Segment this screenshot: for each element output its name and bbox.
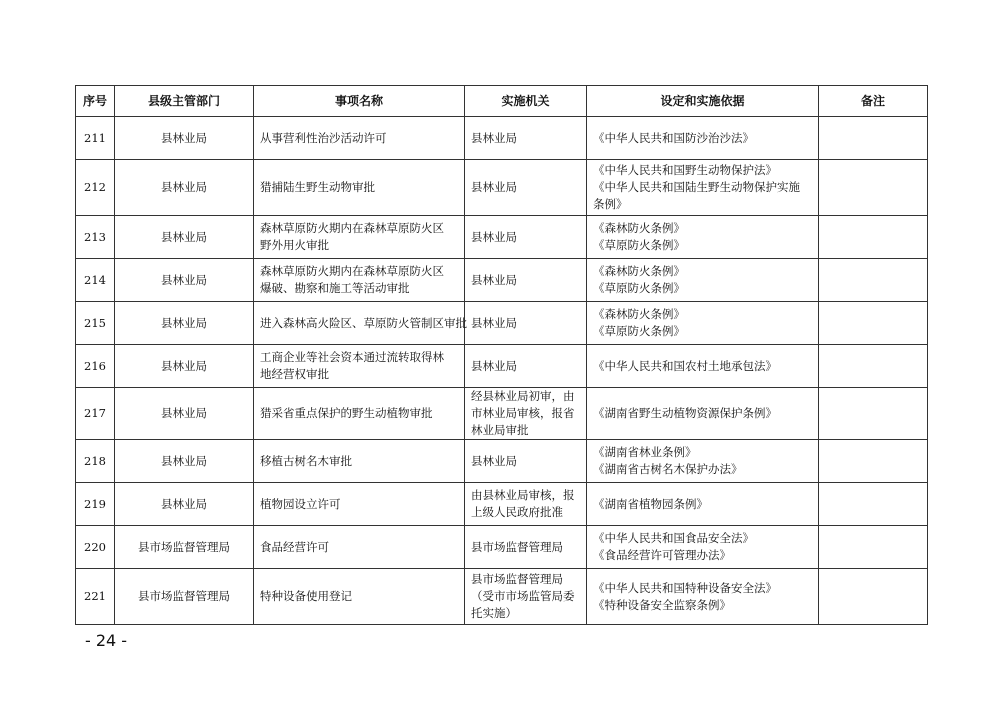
- row-no: 214: [76, 259, 115, 302]
- header-agency: 实施机关: [465, 86, 587, 117]
- row-item-line: 从事营利性治沙活动许可: [260, 130, 387, 145]
- row-item-line: 猎捕陆生野生动物审批: [260, 180, 375, 194]
- row-item: [254, 160, 465, 216]
- row-agency: [465, 117, 587, 160]
- row-item: [254, 569, 465, 625]
- row-note: [819, 526, 928, 569]
- row-basis: [587, 526, 819, 569]
- table-row: [76, 440, 928, 483]
- row-agency: [465, 440, 587, 483]
- row-item-line: 森林草原防火期内在森林草原防火区: [260, 264, 444, 278]
- row-no: 220: [76, 526, 115, 569]
- row-basis-line: 《森林防火条例》: [593, 264, 685, 278]
- row-agency-line: 县林业局: [471, 272, 517, 287]
- row-agency: [465, 216, 587, 259]
- row-item-line: 食品经营许可: [260, 539, 329, 554]
- table-header-row: [76, 86, 928, 117]
- row-item: [254, 483, 465, 526]
- row-dept: 县林业局: [115, 117, 254, 160]
- row-no: 211: [76, 117, 115, 160]
- row-basis: [587, 117, 819, 160]
- row-agency-line: 县林业局: [471, 130, 517, 145]
- row-agency-line: 县市场监督管理局: [471, 572, 563, 586]
- row-basis-line: 《森林防火条例》: [593, 307, 685, 321]
- page-number: - 24 -: [85, 631, 128, 650]
- row-dept: 县林业局: [115, 160, 254, 216]
- row-no: 219: [76, 483, 115, 526]
- table-row: [76, 526, 928, 569]
- row-item: [254, 216, 465, 259]
- row-basis: [587, 160, 819, 216]
- row-note: [819, 216, 928, 259]
- row-dept: 县林业局: [115, 440, 254, 483]
- row-item-line: 进入森林高火险区、草原防火管制区审批: [260, 315, 467, 330]
- row-agency-line: 托实施）: [471, 606, 517, 620]
- row-no: 215: [76, 302, 115, 345]
- row-no: 213: [76, 216, 115, 259]
- row-agency: [465, 483, 587, 526]
- row-agency-line: （受市市场监管局委: [471, 589, 575, 603]
- approval-items-table: [75, 85, 928, 625]
- row-basis: [587, 483, 819, 526]
- table-row: [76, 569, 928, 625]
- header-basis: 设定和实施依据: [587, 86, 819, 117]
- row-item-line: 森林草原防火期内在森林草原防火区: [260, 221, 444, 235]
- row-note: [819, 440, 928, 483]
- row-basis-line: 《湖南省林业条例》: [593, 445, 697, 459]
- row-note: [819, 388, 928, 440]
- row-no: 218: [76, 440, 115, 483]
- row-agency: [465, 259, 587, 302]
- row-item: [254, 302, 465, 345]
- row-agency: [465, 569, 587, 625]
- row-no: 221: [76, 569, 115, 625]
- row-no: 216: [76, 345, 115, 388]
- row-basis-line: 《草原防火条例》: [593, 238, 685, 252]
- row-basis-line: 《湖南省植物园条例》: [593, 496, 708, 511]
- row-item: [254, 345, 465, 388]
- row-agency: [465, 345, 587, 388]
- row-basis-line: 《草原防火条例》: [593, 324, 685, 338]
- table-row: [76, 117, 928, 160]
- row-note: [819, 117, 928, 160]
- row-basis-line: 《湖南省野生动植物资源保护条例》: [593, 406, 777, 420]
- row-item-line: 猎采省重点保护的野生动植物审批: [260, 406, 433, 420]
- row-agency-line: 县林业局: [471, 229, 517, 244]
- row-item: [254, 388, 465, 440]
- row-basis-line: 条例》: [593, 197, 628, 211]
- row-item: [254, 259, 465, 302]
- row-item-line: 地经营权审批: [260, 367, 329, 381]
- row-basis-line: 《食品经营许可管理办法》: [593, 548, 731, 562]
- table-row: [76, 483, 928, 526]
- row-note: [819, 160, 928, 216]
- header-dept: 县级主管部门: [115, 86, 254, 117]
- row-agency-line: 经县林业局初审，由: [471, 389, 575, 403]
- row-dept: 县林业局: [115, 259, 254, 302]
- row-note: [819, 302, 928, 345]
- row-dept: 县市场监督管理局: [115, 569, 254, 625]
- row-item-line: 特种设备使用登记: [260, 589, 352, 603]
- row-basis-line: 《森林防火条例》: [593, 221, 685, 235]
- table-row: [76, 160, 928, 216]
- row-agency-line: 林业局审批: [471, 423, 529, 437]
- row-basis-line: 《中华人民共和国防沙治沙法》: [593, 130, 754, 145]
- row-agency-line: 由县林业局审核，报: [471, 488, 575, 502]
- row-agency-line: 县林业局: [471, 315, 517, 330]
- table-row: [76, 345, 928, 388]
- row-dept: 县林业局: [115, 483, 254, 526]
- table-row: [76, 302, 928, 345]
- row-agency-line: 市林业局审核，报省: [471, 406, 575, 420]
- row-item: [254, 526, 465, 569]
- row-agency-line: 县林业局: [471, 358, 517, 373]
- row-item-line: 移植古树名木审批: [260, 453, 352, 468]
- row-basis: [587, 388, 819, 440]
- row-agency-line: 上级人民政府批准: [471, 505, 563, 519]
- row-item-line: 爆破、勘察和施工等活动审批: [260, 281, 410, 295]
- row-dept: 县林业局: [115, 345, 254, 388]
- row-agency: [465, 160, 587, 216]
- row-basis-line: 《特种设备安全监察条例》: [593, 597, 731, 612]
- table-row: [76, 388, 928, 440]
- row-basis-line: 《中华人民共和国特种设备安全法》: [593, 580, 777, 595]
- row-dept: 县林业局: [115, 302, 254, 345]
- header-item: 事项名称: [254, 86, 465, 117]
- row-agency-line: 县林业局: [471, 180, 517, 194]
- row-item-line: 植物园设立许可: [260, 496, 341, 511]
- row-note: [819, 483, 928, 526]
- row-basis: [587, 259, 819, 302]
- row-basis-line: 《中华人民共和国陆生野生动物保护实施: [593, 180, 800, 194]
- row-note: [819, 569, 928, 625]
- row-basis: [587, 345, 819, 388]
- table-row: [76, 216, 928, 259]
- row-basis: [587, 440, 819, 483]
- row-basis-line: 《草原防火条例》: [593, 281, 685, 295]
- row-item: [254, 117, 465, 160]
- row-note: [819, 345, 928, 388]
- row-basis: [587, 302, 819, 345]
- row-basis-line: 《湖南省古树名木保护办法》: [593, 462, 743, 476]
- row-dept: 县林业局: [115, 388, 254, 440]
- header-no: 序号: [76, 86, 115, 117]
- row-agency-line: 县市场监督管理局: [471, 539, 563, 554]
- row-dept: 县林业局: [115, 216, 254, 259]
- row-no: 217: [76, 388, 115, 440]
- row-agency: [465, 388, 587, 440]
- row-item-line: 野外用火审批: [260, 238, 329, 252]
- row-basis: [587, 216, 819, 259]
- row-basis-line: 《中华人民共和国农村土地承包法》: [593, 358, 777, 373]
- row-agency-line: 县林业局: [471, 453, 517, 468]
- header-note: 备注: [819, 86, 928, 117]
- row-basis-line: 《中华人民共和国野生动物保护法》: [593, 163, 777, 177]
- row-dept: 县市场监督管理局: [115, 526, 254, 569]
- row-item-line: 工商企业等社会资本通过流转取得林: [260, 350, 444, 364]
- row-no: 212: [76, 160, 115, 216]
- table-row: [76, 259, 928, 302]
- row-item: [254, 440, 465, 483]
- row-agency: [465, 302, 587, 345]
- row-basis: [587, 569, 819, 625]
- row-agency: [465, 526, 587, 569]
- row-note: [819, 259, 928, 302]
- row-basis-line: 《中华人民共和国食品安全法》: [593, 531, 754, 545]
